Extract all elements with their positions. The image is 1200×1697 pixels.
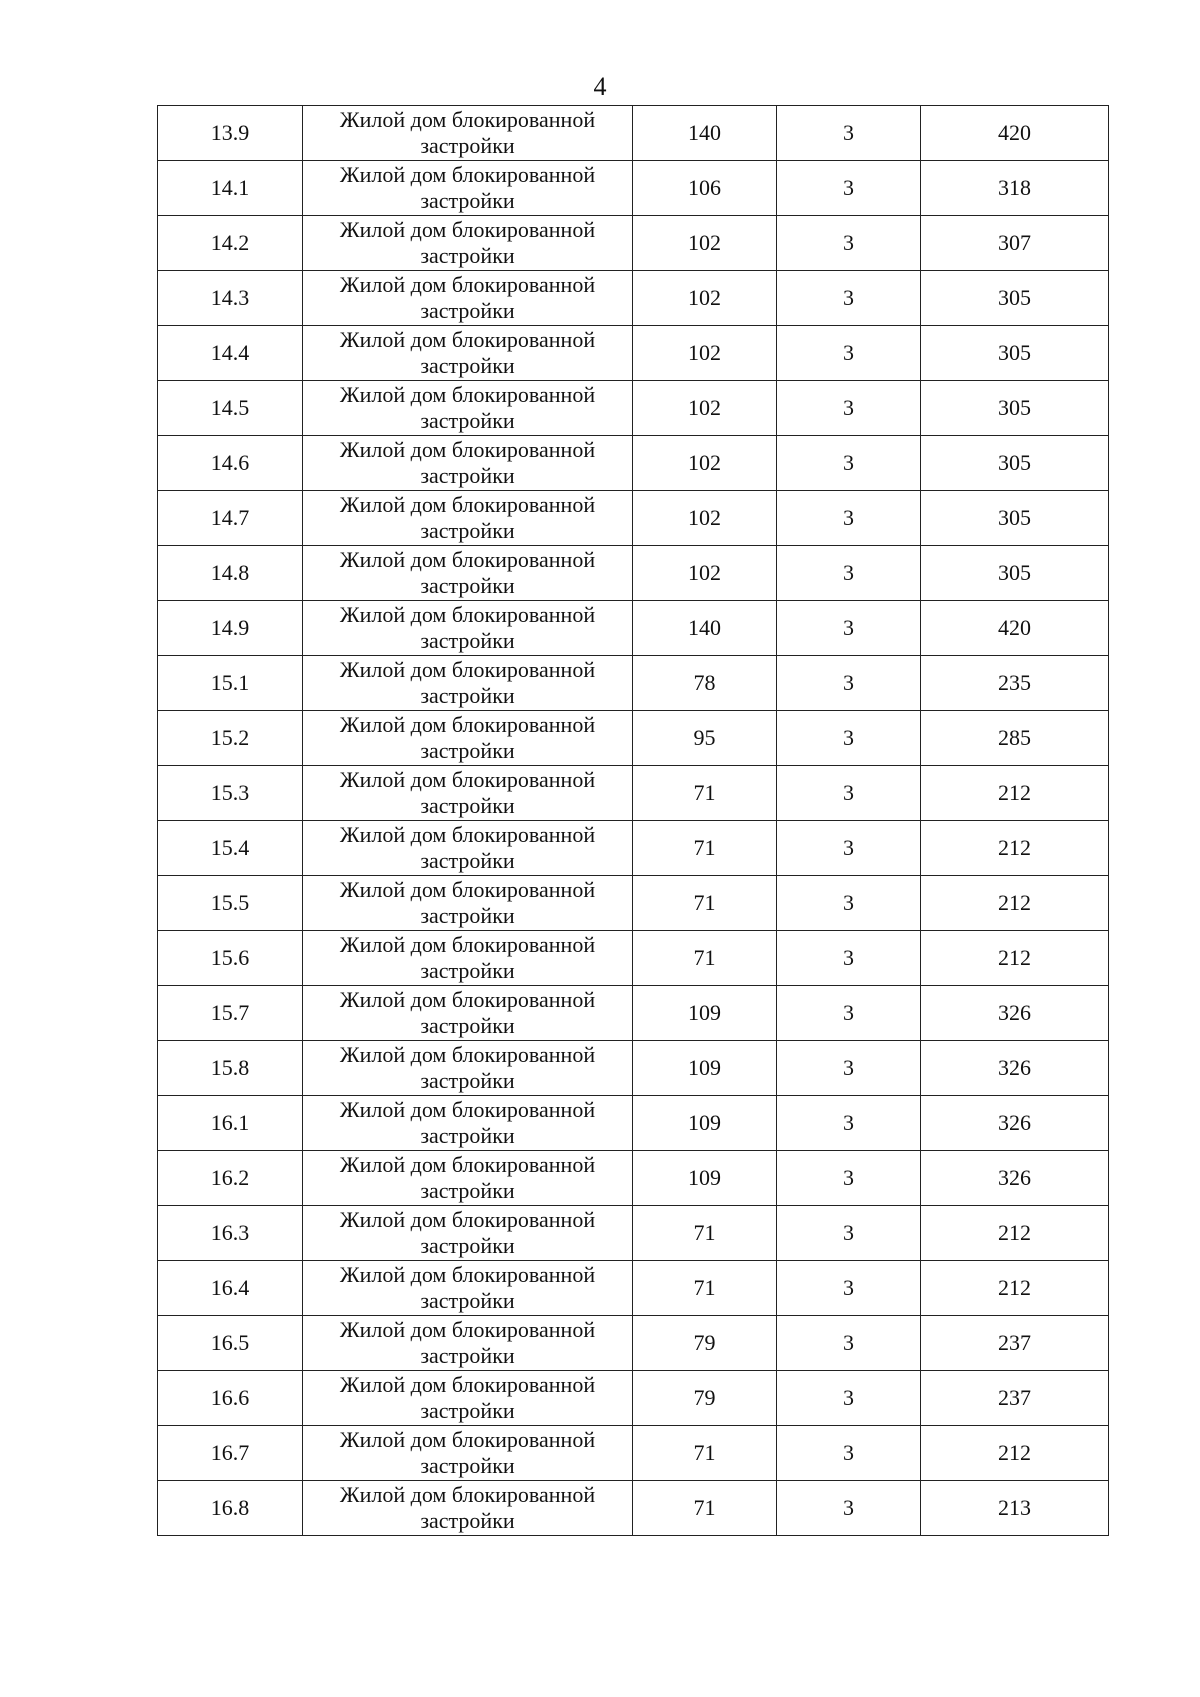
total-cell: 420 bbox=[921, 106, 1109, 161]
area-cell: 109 bbox=[633, 1151, 777, 1206]
floors-cell: 3 bbox=[777, 766, 921, 821]
building-type-cell bbox=[303, 766, 633, 821]
buildings-table bbox=[157, 105, 1109, 1536]
floors-cell: 3 bbox=[777, 546, 921, 601]
building-type-cell bbox=[303, 1151, 633, 1206]
area-cell: 71 bbox=[633, 766, 777, 821]
total-cell: 235 bbox=[921, 656, 1109, 711]
floors-cell: 3 bbox=[777, 1151, 921, 1206]
row-number-cell: 16.4 bbox=[158, 1261, 303, 1316]
floors-cell: 3 bbox=[777, 711, 921, 766]
floors-cell: 3 bbox=[777, 326, 921, 381]
building-type-cell bbox=[303, 1371, 633, 1426]
table-row bbox=[158, 601, 1109, 656]
building-type-line1: Жилой дом блокированной bbox=[339, 272, 596, 297]
area-cell: 140 bbox=[633, 601, 777, 656]
building-type-line2: застройки bbox=[420, 518, 515, 543]
total-cell: 305 bbox=[921, 381, 1109, 436]
total-cell: 305 bbox=[921, 546, 1109, 601]
building-type-line2: застройки bbox=[420, 848, 515, 873]
table-row bbox=[158, 106, 1109, 161]
table-row bbox=[158, 271, 1109, 326]
total-cell: 305 bbox=[921, 491, 1109, 546]
table-row bbox=[158, 766, 1109, 821]
table-row bbox=[158, 656, 1109, 711]
row-number-cell: 14.3 bbox=[158, 271, 303, 326]
building-type-line1: Жилой дом блокированной bbox=[339, 1482, 596, 1507]
building-type-line2: застройки bbox=[420, 958, 515, 983]
building-type-line2: застройки bbox=[420, 1288, 515, 1313]
row-number-cell: 15.4 bbox=[158, 821, 303, 876]
floors-cell: 3 bbox=[777, 1096, 921, 1151]
row-number-cell: 14.5 bbox=[158, 381, 303, 436]
table-row bbox=[158, 1041, 1109, 1096]
building-type-line1: Жилой дом блокированной bbox=[339, 217, 596, 242]
floors-cell: 3 bbox=[777, 1426, 921, 1481]
building-type-line1: Жилой дом блокированной bbox=[339, 712, 596, 737]
building-type-line1: Жилой дом блокированной bbox=[339, 657, 596, 682]
area-cell: 79 bbox=[633, 1316, 777, 1371]
row-number-cell: 16.7 bbox=[158, 1426, 303, 1481]
building-type-line1: Жилой дом блокированной bbox=[339, 1042, 596, 1067]
row-number-cell: 14.6 bbox=[158, 436, 303, 491]
building-type-line2: застройки bbox=[420, 1123, 515, 1148]
floors-cell: 3 bbox=[777, 1206, 921, 1261]
table-row bbox=[158, 161, 1109, 216]
building-type-cell bbox=[303, 1481, 633, 1536]
building-type-line2: застройки bbox=[420, 408, 515, 433]
building-type-line1: Жилой дом блокированной bbox=[339, 822, 596, 847]
area-cell: 71 bbox=[633, 821, 777, 876]
area-cell: 109 bbox=[633, 986, 777, 1041]
building-type-cell bbox=[303, 1206, 633, 1261]
row-number-cell: 16.2 bbox=[158, 1151, 303, 1206]
building-type-line2: застройки bbox=[420, 738, 515, 763]
building-type-line1: Жилой дом блокированной bbox=[339, 107, 596, 132]
table-row bbox=[158, 1316, 1109, 1371]
building-type-cell bbox=[303, 436, 633, 491]
building-type-line2: застройки bbox=[420, 1178, 515, 1203]
building-type-line1: Жилой дом блокированной bbox=[339, 492, 596, 517]
floors-cell: 3 bbox=[777, 491, 921, 546]
table-row bbox=[158, 326, 1109, 381]
row-number-cell: 15.6 bbox=[158, 931, 303, 986]
building-type-line1: Жилой дом блокированной bbox=[339, 1262, 596, 1287]
table-row bbox=[158, 216, 1109, 271]
table-row bbox=[158, 436, 1109, 491]
total-cell: 305 bbox=[921, 326, 1109, 381]
row-number-cell: 16.1 bbox=[158, 1096, 303, 1151]
table-row bbox=[158, 1261, 1109, 1316]
total-cell: 212 bbox=[921, 931, 1109, 986]
building-type-cell bbox=[303, 161, 633, 216]
building-type-line1: Жилой дом блокированной bbox=[339, 1152, 596, 1177]
building-type-cell bbox=[303, 601, 633, 656]
floors-cell: 3 bbox=[777, 931, 921, 986]
total-cell: 326 bbox=[921, 1151, 1109, 1206]
building-type-line1: Жилой дом блокированной bbox=[339, 327, 596, 352]
building-type-cell bbox=[303, 876, 633, 931]
building-type-line2: застройки bbox=[420, 188, 515, 213]
building-type-cell bbox=[303, 1316, 633, 1371]
building-type-line1: Жилой дом блокированной bbox=[339, 767, 596, 792]
row-number-cell: 14.8 bbox=[158, 546, 303, 601]
floors-cell: 3 bbox=[777, 271, 921, 326]
row-number-cell: 16.5 bbox=[158, 1316, 303, 1371]
floors-cell: 3 bbox=[777, 1261, 921, 1316]
total-cell: 305 bbox=[921, 436, 1109, 491]
building-type-line2: застройки bbox=[420, 298, 515, 323]
building-type-cell bbox=[303, 216, 633, 271]
floors-cell: 3 bbox=[777, 161, 921, 216]
table-row bbox=[158, 1371, 1109, 1426]
row-number-cell: 15.7 bbox=[158, 986, 303, 1041]
building-type-line2: застройки bbox=[420, 1508, 515, 1533]
floors-cell: 3 bbox=[777, 986, 921, 1041]
total-cell: 213 bbox=[921, 1481, 1109, 1536]
row-number-cell: 14.9 bbox=[158, 601, 303, 656]
building-type-line2: застройки bbox=[420, 1233, 515, 1258]
floors-cell: 3 bbox=[777, 821, 921, 876]
area-cell: 102 bbox=[633, 491, 777, 546]
building-type-cell bbox=[303, 271, 633, 326]
building-type-cell bbox=[303, 381, 633, 436]
row-number-cell: 16.8 bbox=[158, 1481, 303, 1536]
building-type-line1: Жилой дом блокированной bbox=[339, 602, 596, 627]
building-type-line1: Жилой дом блокированной bbox=[339, 1097, 596, 1122]
floors-cell: 3 bbox=[777, 216, 921, 271]
area-cell: 102 bbox=[633, 381, 777, 436]
total-cell: 305 bbox=[921, 271, 1109, 326]
row-number-cell: 15.1 bbox=[158, 656, 303, 711]
area-cell: 109 bbox=[633, 1041, 777, 1096]
table-row bbox=[158, 491, 1109, 546]
building-type-cell bbox=[303, 491, 633, 546]
floors-cell: 3 bbox=[777, 436, 921, 491]
building-type-line1: Жилой дом блокированной bbox=[339, 987, 596, 1012]
table-row bbox=[158, 381, 1109, 436]
building-type-line2: застройки bbox=[420, 903, 515, 928]
total-cell: 318 bbox=[921, 161, 1109, 216]
total-cell: 212 bbox=[921, 876, 1109, 931]
floors-cell: 3 bbox=[777, 601, 921, 656]
table-row bbox=[158, 876, 1109, 931]
building-type-line2: застройки bbox=[420, 1453, 515, 1478]
area-cell: 71 bbox=[633, 876, 777, 931]
building-type-line2: застройки bbox=[420, 243, 515, 268]
row-number-cell: 13.9 bbox=[158, 106, 303, 161]
floors-cell: 3 bbox=[777, 106, 921, 161]
building-type-cell bbox=[303, 1096, 633, 1151]
total-cell: 307 bbox=[921, 216, 1109, 271]
row-number-cell: 14.2 bbox=[158, 216, 303, 271]
building-type-line1: Жилой дом блокированной bbox=[339, 877, 596, 902]
area-cell: 71 bbox=[633, 1426, 777, 1481]
total-cell: 212 bbox=[921, 1426, 1109, 1481]
total-cell: 212 bbox=[921, 821, 1109, 876]
row-number-cell: 15.3 bbox=[158, 766, 303, 821]
building-type-line2: застройки bbox=[420, 683, 515, 708]
building-type-line2: застройки bbox=[420, 628, 515, 653]
building-type-line2: застройки bbox=[420, 1398, 515, 1423]
building-type-cell bbox=[303, 656, 633, 711]
total-cell: 212 bbox=[921, 1206, 1109, 1261]
floors-cell: 3 bbox=[777, 656, 921, 711]
row-number-cell: 15.2 bbox=[158, 711, 303, 766]
building-type-cell bbox=[303, 1041, 633, 1096]
area-cell: 71 bbox=[633, 1206, 777, 1261]
building-type-cell bbox=[303, 931, 633, 986]
area-cell: 109 bbox=[633, 1096, 777, 1151]
floors-cell: 3 bbox=[777, 1371, 921, 1426]
building-type-line1: Жилой дом блокированной bbox=[339, 1317, 596, 1342]
row-number-cell: 15.8 bbox=[158, 1041, 303, 1096]
building-type-line2: застройки bbox=[420, 1013, 515, 1038]
row-number-cell: 14.1 bbox=[158, 161, 303, 216]
table-row bbox=[158, 821, 1109, 876]
area-cell: 102 bbox=[633, 436, 777, 491]
building-type-line1: Жилой дом блокированной bbox=[339, 1372, 596, 1397]
area-cell: 71 bbox=[633, 1261, 777, 1316]
building-type-cell bbox=[303, 821, 633, 876]
row-number-cell: 15.5 bbox=[158, 876, 303, 931]
building-type-line1: Жилой дом блокированной bbox=[339, 162, 596, 187]
area-cell: 140 bbox=[633, 106, 777, 161]
table-row bbox=[158, 1096, 1109, 1151]
row-number-cell: 14.7 bbox=[158, 491, 303, 546]
page-number: 4 bbox=[593, 72, 607, 101]
total-cell: 237 bbox=[921, 1316, 1109, 1371]
building-type-line1: Жилой дом блокированной bbox=[339, 382, 596, 407]
floors-cell: 3 bbox=[777, 1316, 921, 1371]
row-number-cell: 16.6 bbox=[158, 1371, 303, 1426]
building-type-line1: Жилой дом блокированной bbox=[339, 437, 596, 462]
building-type-line2: застройки bbox=[420, 353, 515, 378]
building-type-line1: Жилой дом блокированной bbox=[339, 932, 596, 957]
row-number-cell: 14.4 bbox=[158, 326, 303, 381]
area-cell: 78 bbox=[633, 656, 777, 711]
table-row bbox=[158, 986, 1109, 1041]
building-type-cell bbox=[303, 326, 633, 381]
area-cell: 102 bbox=[633, 326, 777, 381]
building-type-line1: Жилой дом блокированной bbox=[339, 1207, 596, 1232]
area-cell: 79 bbox=[633, 1371, 777, 1426]
area-cell: 71 bbox=[633, 1481, 777, 1536]
total-cell: 285 bbox=[921, 711, 1109, 766]
building-type-cell bbox=[303, 106, 633, 161]
building-type-line1: Жилой дом блокированной bbox=[339, 547, 596, 572]
building-type-cell bbox=[303, 986, 633, 1041]
area-cell: 71 bbox=[633, 931, 777, 986]
floors-cell: 3 bbox=[777, 1041, 921, 1096]
table-row bbox=[158, 931, 1109, 986]
floors-cell: 3 bbox=[777, 1481, 921, 1536]
building-type-line2: застройки bbox=[420, 1343, 515, 1368]
building-type-line2: застройки bbox=[420, 463, 515, 488]
total-cell: 326 bbox=[921, 986, 1109, 1041]
building-type-cell bbox=[303, 1261, 633, 1316]
area-cell: 102 bbox=[633, 271, 777, 326]
building-type-line2: застройки bbox=[420, 133, 515, 158]
table-row bbox=[158, 711, 1109, 766]
row-number-cell: 16.3 bbox=[158, 1206, 303, 1261]
table-row bbox=[158, 1206, 1109, 1261]
table-row bbox=[158, 546, 1109, 601]
total-cell: 237 bbox=[921, 1371, 1109, 1426]
area-cell: 102 bbox=[633, 216, 777, 271]
building-type-line2: застройки bbox=[420, 1068, 515, 1093]
total-cell: 326 bbox=[921, 1096, 1109, 1151]
table-row bbox=[158, 1151, 1109, 1206]
building-type-cell bbox=[303, 711, 633, 766]
total-cell: 212 bbox=[921, 1261, 1109, 1316]
table-body bbox=[158, 106, 1109, 1536]
floors-cell: 3 bbox=[777, 876, 921, 931]
area-cell: 102 bbox=[633, 546, 777, 601]
table-row bbox=[158, 1481, 1109, 1536]
total-cell: 326 bbox=[921, 1041, 1109, 1096]
floors-cell: 3 bbox=[777, 381, 921, 436]
building-type-line1: Жилой дом блокированной bbox=[339, 1427, 596, 1452]
building-type-cell bbox=[303, 546, 633, 601]
building-type-line2: застройки bbox=[420, 793, 515, 818]
area-cell: 106 bbox=[633, 161, 777, 216]
area-cell: 95 bbox=[633, 711, 777, 766]
building-type-cell bbox=[303, 1426, 633, 1481]
building-type-line2: застройки bbox=[420, 573, 515, 598]
total-cell: 420 bbox=[921, 601, 1109, 656]
table-row bbox=[158, 1426, 1109, 1481]
total-cell: 212 bbox=[921, 766, 1109, 821]
